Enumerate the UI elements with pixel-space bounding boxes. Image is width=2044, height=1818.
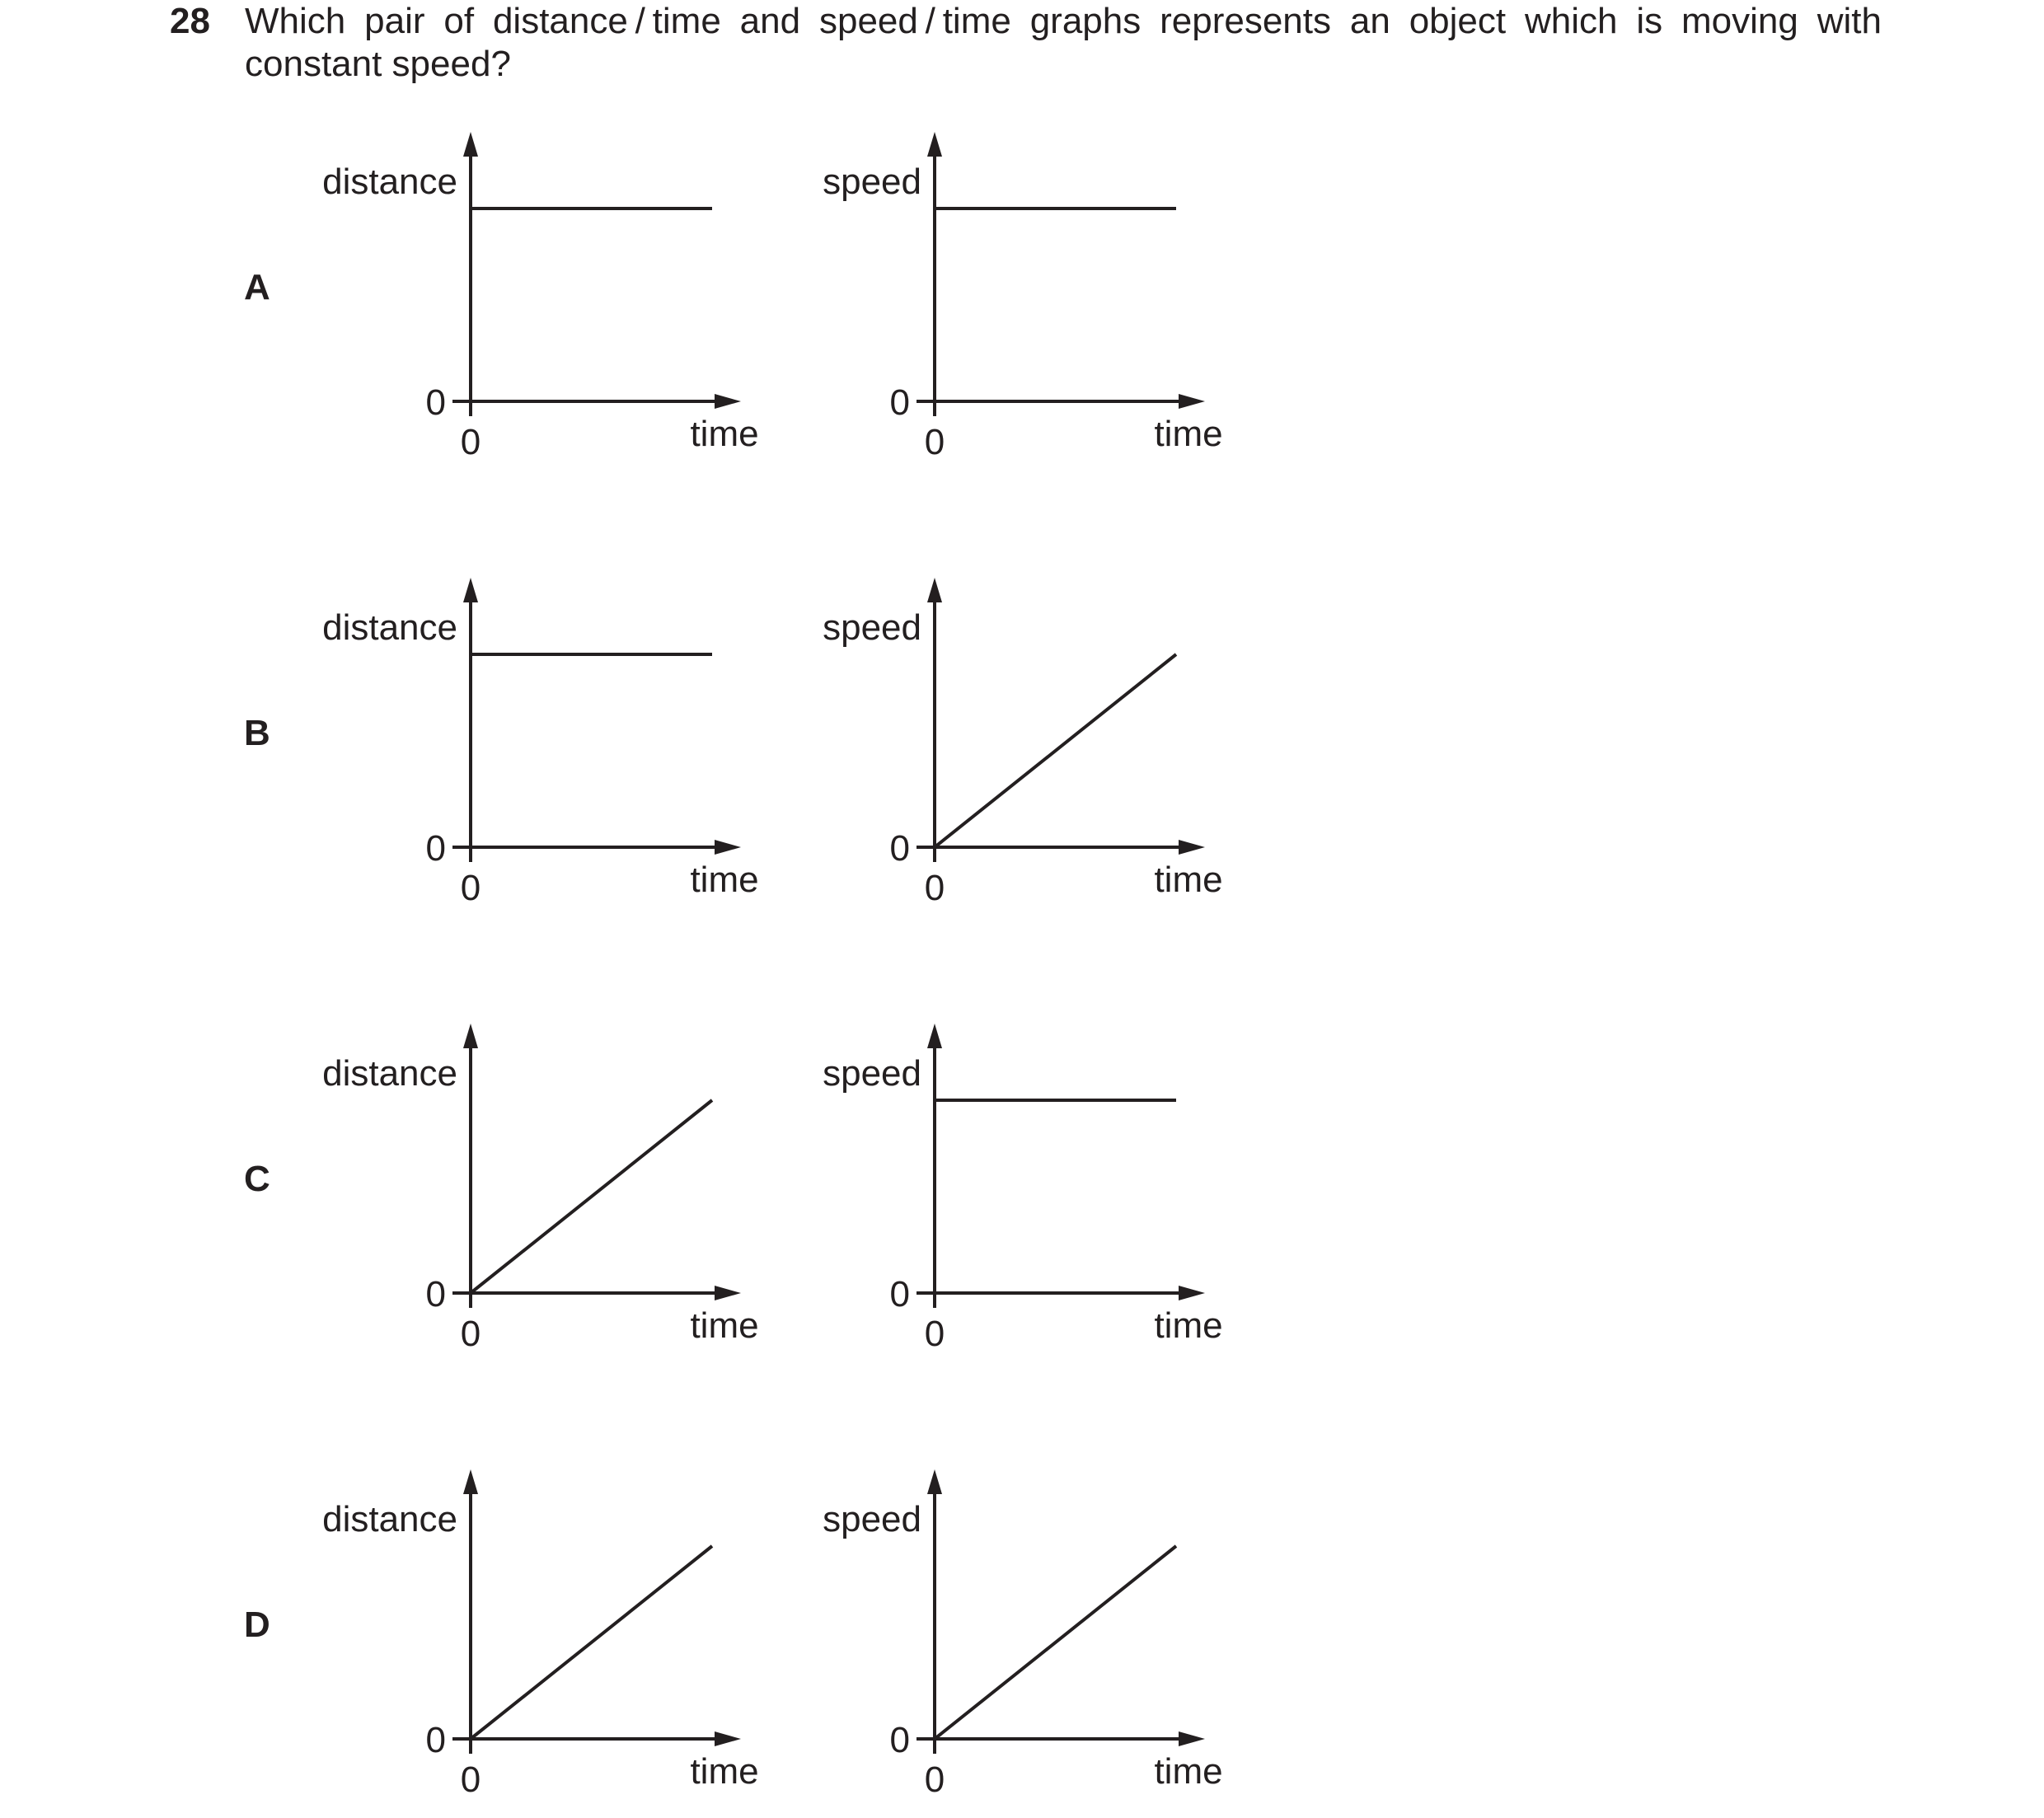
- graph-a-distance-y-arrowhead: [463, 132, 478, 157]
- graph-d-speed-x-arrowhead: [1179, 1731, 1205, 1746]
- graph-d-distance-data-line: [471, 1546, 712, 1739]
- graph-a-speed-y-arrowhead: [927, 132, 942, 157]
- graph-b-speed-y-arrowhead: [927, 578, 942, 602]
- graph-d-speed-data-line: [935, 1546, 1176, 1739]
- graph-c-distance-y-arrowhead: [463, 1024, 478, 1048]
- option-letter-c[interactable]: C: [244, 1159, 270, 1199]
- graph-a-speed-x-origin-label: 0: [924, 422, 945, 462]
- graph-c-speed-x-label: time: [1154, 1305, 1223, 1346]
- graph-d-distance-x-arrowhead: [715, 1731, 741, 1746]
- graph-b-distance-y-arrowhead: [463, 578, 478, 602]
- graph-b-speed-x-arrowhead: [1179, 840, 1205, 855]
- graph-b-distance-y-origin-label: 0: [425, 828, 446, 869]
- graph-a-distance-x-label: time: [690, 414, 759, 454]
- graph-b-speed-y-label: speed: [823, 607, 921, 648]
- option-letter-a[interactable]: A: [244, 267, 270, 307]
- graph-c-distance-x-origin-label: 0: [460, 1314, 481, 1354]
- graph-b-distance-x-origin-label: 0: [460, 868, 481, 908]
- graph-d-speed-y-arrowhead: [927, 1469, 942, 1494]
- option-letter-d[interactable]: D: [244, 1605, 270, 1645]
- graph-a-distance-y-origin-label: 0: [425, 382, 446, 423]
- graph-a-speed-y-label: speed: [823, 162, 921, 202]
- graph-d-distance-y-arrowhead: [463, 1469, 478, 1494]
- graph-d-distance-y-label: distance: [322, 1499, 457, 1539]
- question-text: Which pair of distance / time and speed / time graphs represents an object which is moving with constant speed?: [245, 1, 1882, 84]
- graph-c-speed-x-arrowhead: [1179, 1286, 1205, 1300]
- graph-b-speed-x-origin-label: 0: [924, 868, 945, 908]
- graph-c-speed-x-origin-label: 0: [924, 1314, 945, 1354]
- graph-c-distance-y-origin-label: 0: [425, 1274, 446, 1314]
- graph-c-speed-y-arrowhead: [927, 1024, 942, 1048]
- graph-d-speed-y-label: speed: [823, 1499, 921, 1539]
- graph-d-speed-x-label: time: [1154, 1751, 1223, 1792]
- graph-a-speed-x-label: time: [1154, 414, 1223, 454]
- graph-a-distance-x-origin-label: 0: [460, 422, 481, 462]
- graph-b-distance-x-label: time: [690, 860, 759, 900]
- graph-a-speed-y-origin-label: 0: [889, 382, 910, 423]
- graph-c-speed-y-label: speed: [823, 1053, 921, 1094]
- graph-b-speed-x-label: time: [1154, 860, 1223, 900]
- graph-c-distance-y-label: distance: [322, 1053, 457, 1094]
- option-letter-b[interactable]: B: [244, 713, 270, 753]
- graph-d-distance-y-origin-label: 0: [425, 1720, 446, 1760]
- graph-a-distance-x-arrowhead: [715, 394, 741, 409]
- graph-d-speed-x-origin-label: 0: [924, 1759, 945, 1800]
- graph-b-distance-x-arrowhead: [715, 840, 741, 855]
- graph-b-speed-data-line: [935, 654, 1176, 847]
- graph-c-speed-y-origin-label: 0: [889, 1274, 910, 1314]
- graph-b-distance-y-label: distance: [322, 607, 457, 648]
- graph-d-distance-x-origin-label: 0: [460, 1759, 481, 1800]
- graph-b-speed-y-origin-label: 0: [889, 828, 910, 869]
- graph-a-distance-y-label: distance: [322, 162, 457, 202]
- graph-c-distance-x-arrowhead: [715, 1286, 741, 1300]
- graph-d-distance-x-label: time: [690, 1751, 759, 1792]
- graph-a-speed-x-arrowhead: [1179, 394, 1205, 409]
- graph-c-distance-data-line: [471, 1100, 712, 1293]
- graph-c-distance-x-label: time: [690, 1305, 759, 1346]
- graph-d-speed-y-origin-label: 0: [889, 1720, 910, 1760]
- question-number: 28: [170, 1, 210, 41]
